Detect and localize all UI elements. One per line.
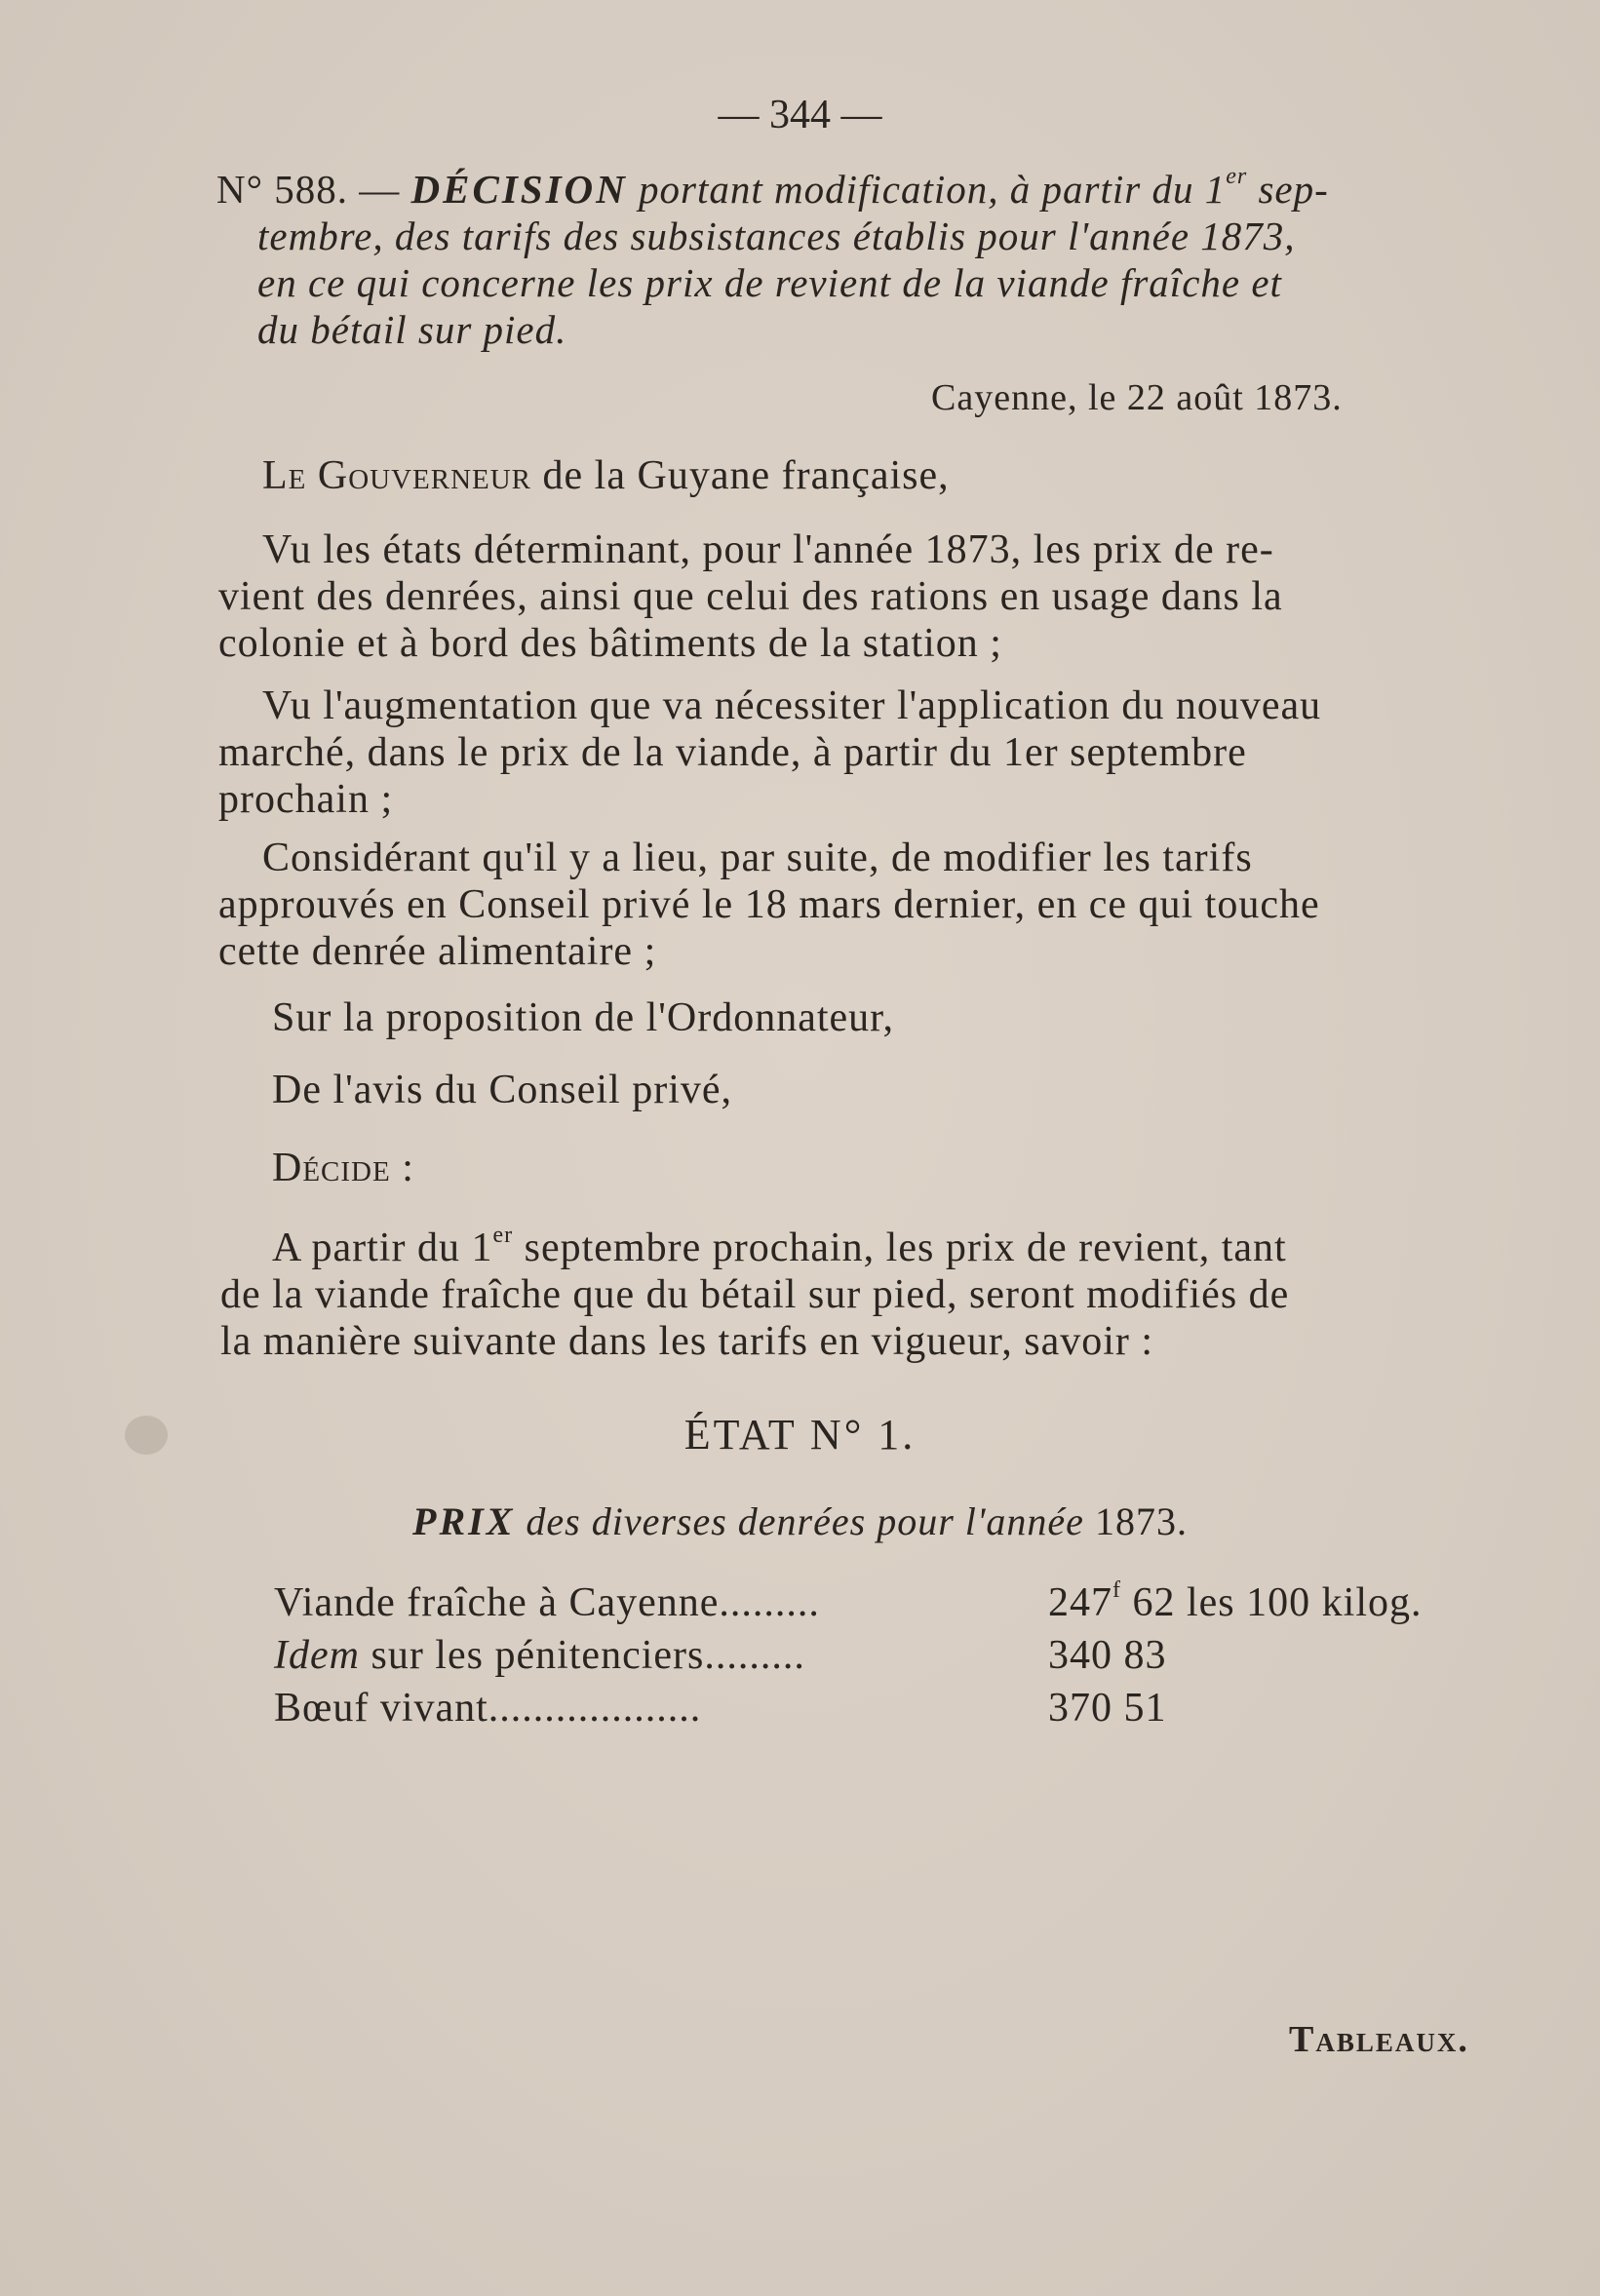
price-item-2-text: sur les pénitenciers.........: [371, 1633, 805, 1678]
avis-line: De l'avis du Conseil privé,: [272, 1068, 732, 1112]
heading-line-1: [216, 166, 1329, 213]
considerant-2-line-2: marché, dans le prix de la viande, à partir du 1er septembre: [218, 730, 1247, 775]
gouverneur-title: Le Gouverneur: [262, 453, 532, 498]
considerant-2-line-1: Vu l'augmentation que va nécessiter l'application du nouveau: [262, 683, 1322, 728]
price-item-3-label: [274, 1685, 701, 1732]
price-item-2-value: [1048, 1632, 1167, 1679]
prix-title-bold: PRIX: [412, 1499, 516, 1543]
gouverneur-line: [262, 452, 950, 499]
dispositif-line-1-a: A partir du 1: [272, 1226, 493, 1270]
considerant-3-line-2: approuvés en Conseil privé le 18 mars dernier, en ce qui touche: [218, 882, 1320, 927]
considerant-2-line-3: prochain ;: [218, 777, 394, 822]
considerant-1-line-3: colonie et à bord des bâtiments de la station ;: [218, 621, 1002, 666]
dispositif-line-1-sup: er: [492, 1223, 514, 1248]
price-item-3-rest: 51: [1123, 1686, 1167, 1731]
price-item-2-prefix: Idem: [274, 1633, 360, 1678]
price-item-3-value: [1048, 1685, 1167, 1732]
price-item-1-main: 247: [1048, 1580, 1112, 1625]
dispositif-line-2: de la viande fraîche que du bétail sur pied, seront modifiés de: [220, 1272, 1290, 1317]
price-item-3-text: Bœuf vivant...................: [274, 1686, 702, 1731]
price-item-1-label: [274, 1579, 820, 1626]
considerant-1-line-1: Vu les états déterminant, pour l'année 1873, les prix de re-: [262, 527, 1274, 572]
heading-line-1-text: portant modification, à partir du 1: [639, 167, 1227, 212]
heading-line-2: tembre, des tarifs des subsistances établis pour l'année 1873,: [257, 214, 1296, 258]
dispositif-line-1: [272, 1225, 1287, 1271]
dispositif-line-1-b: septembre prochain, les prix de revient, tant: [524, 1226, 1287, 1270]
heading-line-1-sup: er: [1226, 164, 1248, 189]
footer-catchword: Tableaux.: [1289, 2019, 1469, 2060]
price-item-1-text: Viande fraîche à Cayenne.........: [274, 1580, 820, 1625]
proposition-line: Sur la proposition de l'Ordonnateur,: [272, 995, 894, 1040]
heading-line-3: en ce qui concerne les prix de revient de la viande fraîche et: [257, 260, 1282, 305]
price-item-1-rest: 62 les 100 kilog.: [1132, 1580, 1423, 1625]
considerant-3-line-1: Considérant qu'il y a lieu, par suite, de modifier les tarifs: [262, 836, 1253, 880]
price-item-3-main: 370: [1048, 1686, 1112, 1731]
price-item-2-main: 340: [1048, 1633, 1112, 1678]
decide-line: Décide :: [272, 1146, 414, 1190]
price-item-1-value: [1048, 1579, 1423, 1626]
considerant-3-line-3: cette denrée alimentaire ;: [218, 929, 657, 974]
prix-title-year: 1873.: [1094, 1499, 1188, 1543]
prix-title-italic: des diverses denrées pour l'année: [526, 1499, 1084, 1543]
considerant-1-line-2: vient des denrées, ainsi que celui des rations en usage dans la: [218, 574, 1283, 619]
heading-line-4: du bétail sur pied.: [257, 307, 567, 352]
heading-line-1-end: sep-: [1258, 167, 1329, 212]
page-number: — 344 —: [718, 93, 882, 137]
price-item-2-label: [274, 1632, 805, 1679]
prix-title: [0, 1498, 1600, 1544]
price-item-2-rest: 83: [1123, 1633, 1167, 1678]
decision-word: DÉCISION: [410, 167, 628, 212]
dispositif-line-3: la manière suivante dans les tarifs en vigueur, savoir :: [220, 1319, 1154, 1364]
etat-title: ÉTAT N° 1.: [683, 1411, 917, 1459]
gouverneur-rest: de la Guyane française,: [542, 453, 950, 498]
decision-number: N° 588. —: [216, 167, 401, 212]
date-line: Cayenne, le 22 août 1873.: [931, 377, 1343, 418]
price-item-1-sup: f: [1112, 1577, 1121, 1603]
